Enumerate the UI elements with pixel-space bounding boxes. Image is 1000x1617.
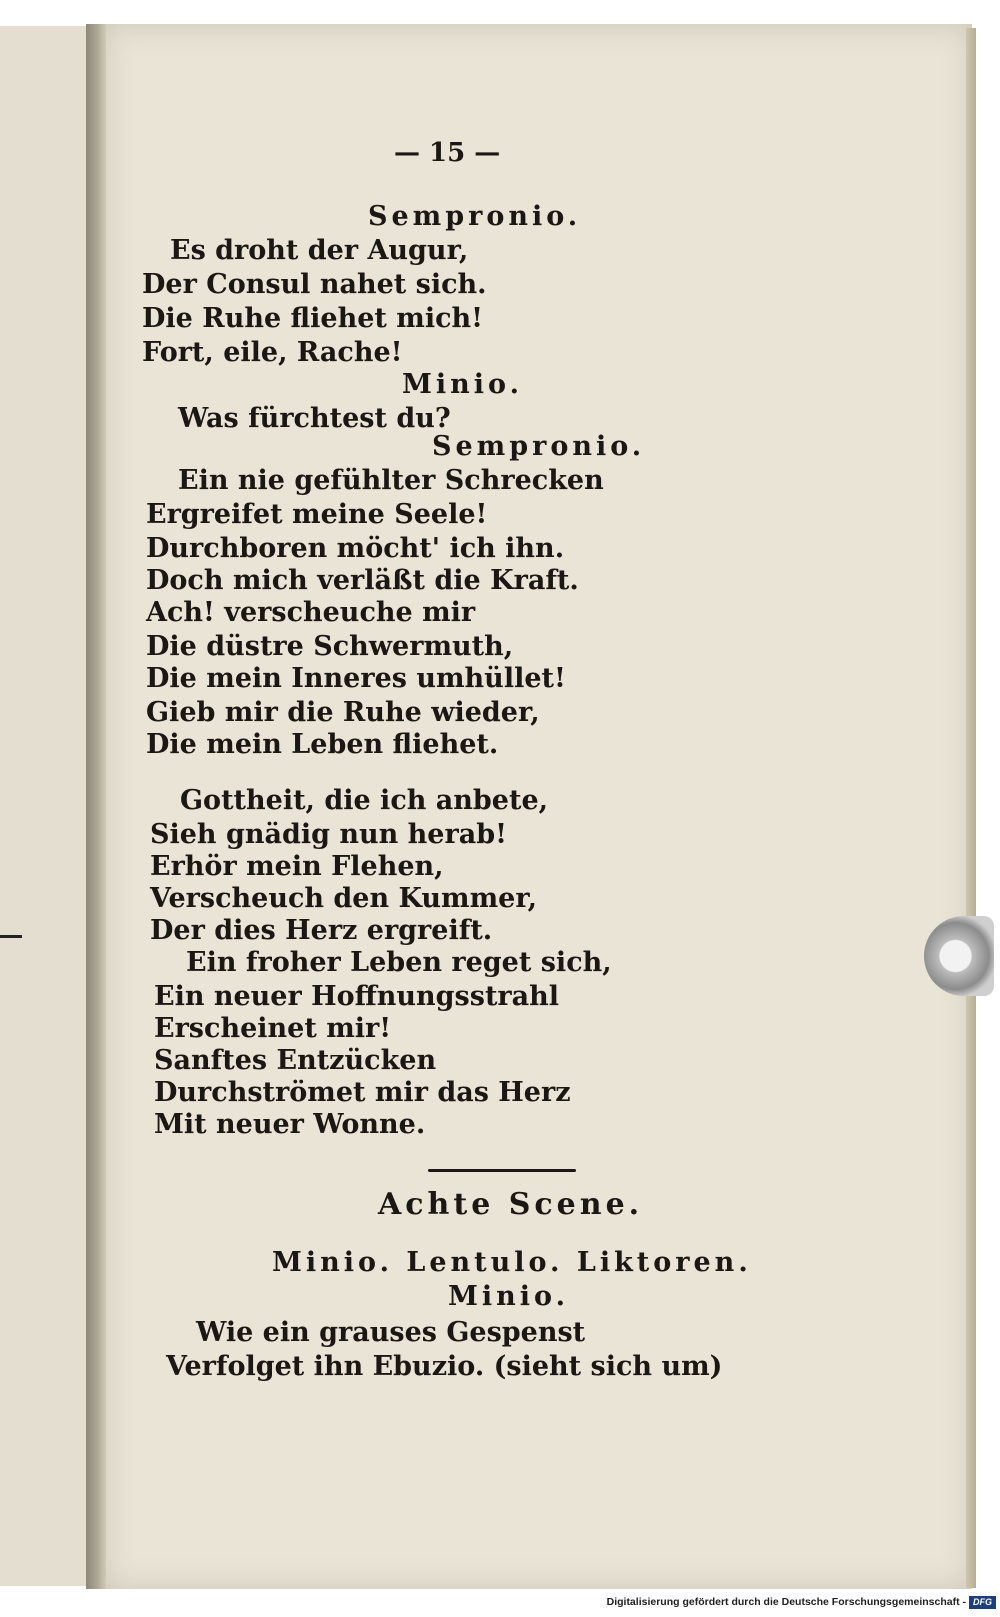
footer-credit: Digitalisierung gefördert durch die Deutsche Forschungsgemeinschaft -	[606, 1596, 966, 1608]
footer-bar	[0, 1594, 1000, 1617]
verse-line: Erhör mein Flehen,	[150, 851, 444, 882]
speaker-label: Sempronio.	[432, 431, 646, 462]
verse-line: Doch mich verläßt die Kraft.	[146, 565, 579, 596]
verse-line: Durchboren möcht' ich ihn.	[146, 533, 565, 564]
verse-line: Sanftes Entzücken	[154, 1045, 437, 1076]
verse-line: Die mein Inneres umhüllet!	[146, 663, 566, 694]
scene-heading: Achte Scene.	[378, 1187, 644, 1222]
dfg-logo: DFG	[969, 1596, 996, 1609]
verse-line: Es droht der Augur,	[170, 235, 469, 266]
verse-line: Fort, eile, Rache!	[142, 337, 403, 368]
verse-line: Gieb mir die Ruhe wieder,	[146, 697, 540, 728]
verse-line: Ein neuer Hoffnungsstrahl	[154, 981, 560, 1012]
page-edge	[966, 28, 976, 1588]
speaker-label: Minio.	[448, 1281, 569, 1312]
section-divider	[428, 1169, 576, 1172]
verse-line: Erscheinet mir!	[154, 1013, 392, 1044]
verse-line: Was fürchtest du?	[178, 403, 451, 434]
verse-line: Die mein Leben fliehet.	[146, 729, 499, 760]
verse-line: Durchströmet mir das Herz	[154, 1077, 571, 1108]
left-page-mark	[0, 935, 22, 938]
verse-line: Ergreifet meine Seele!	[146, 499, 488, 530]
verse-line: Der dies Herz ergreift.	[150, 915, 493, 946]
verse-line: Die Ruhe fliehet mich!	[142, 303, 484, 334]
verse-line: Verscheuch den Kummer,	[150, 883, 537, 914]
left-page-edge	[0, 26, 90, 1586]
speaker-label: Sempronio.	[368, 201, 582, 232]
verse-line: Ach! verscheuche mir	[146, 597, 476, 628]
cast-list: Minio. Lentulo. Liktoren.	[272, 1247, 752, 1278]
verse-line: Ein froher Leben reget sich,	[186, 947, 612, 978]
page-clip-icon	[924, 916, 994, 996]
page-number: — 15 —	[394, 138, 501, 168]
page-gutter	[86, 24, 106, 1589]
verse-line: Sieh gnädig nun herab!	[150, 819, 507, 850]
verse-line: Verfolget ihn Ebuzio. (sieht sich um)	[166, 1351, 723, 1382]
verse-line: Ein nie gefühlter Schrecken	[178, 465, 604, 496]
verse-line: Der Consul nahet sich.	[142, 269, 487, 300]
verse-line: Mit neuer Wonne.	[154, 1109, 426, 1140]
verse-line: Gottheit, die ich anbete,	[180, 785, 549, 816]
speaker-label: Minio.	[402, 369, 523, 400]
verse-line: Wie ein grauses Gespenst	[196, 1317, 586, 1348]
verse-line: Die düstre Schwermuth,	[146, 631, 514, 662]
